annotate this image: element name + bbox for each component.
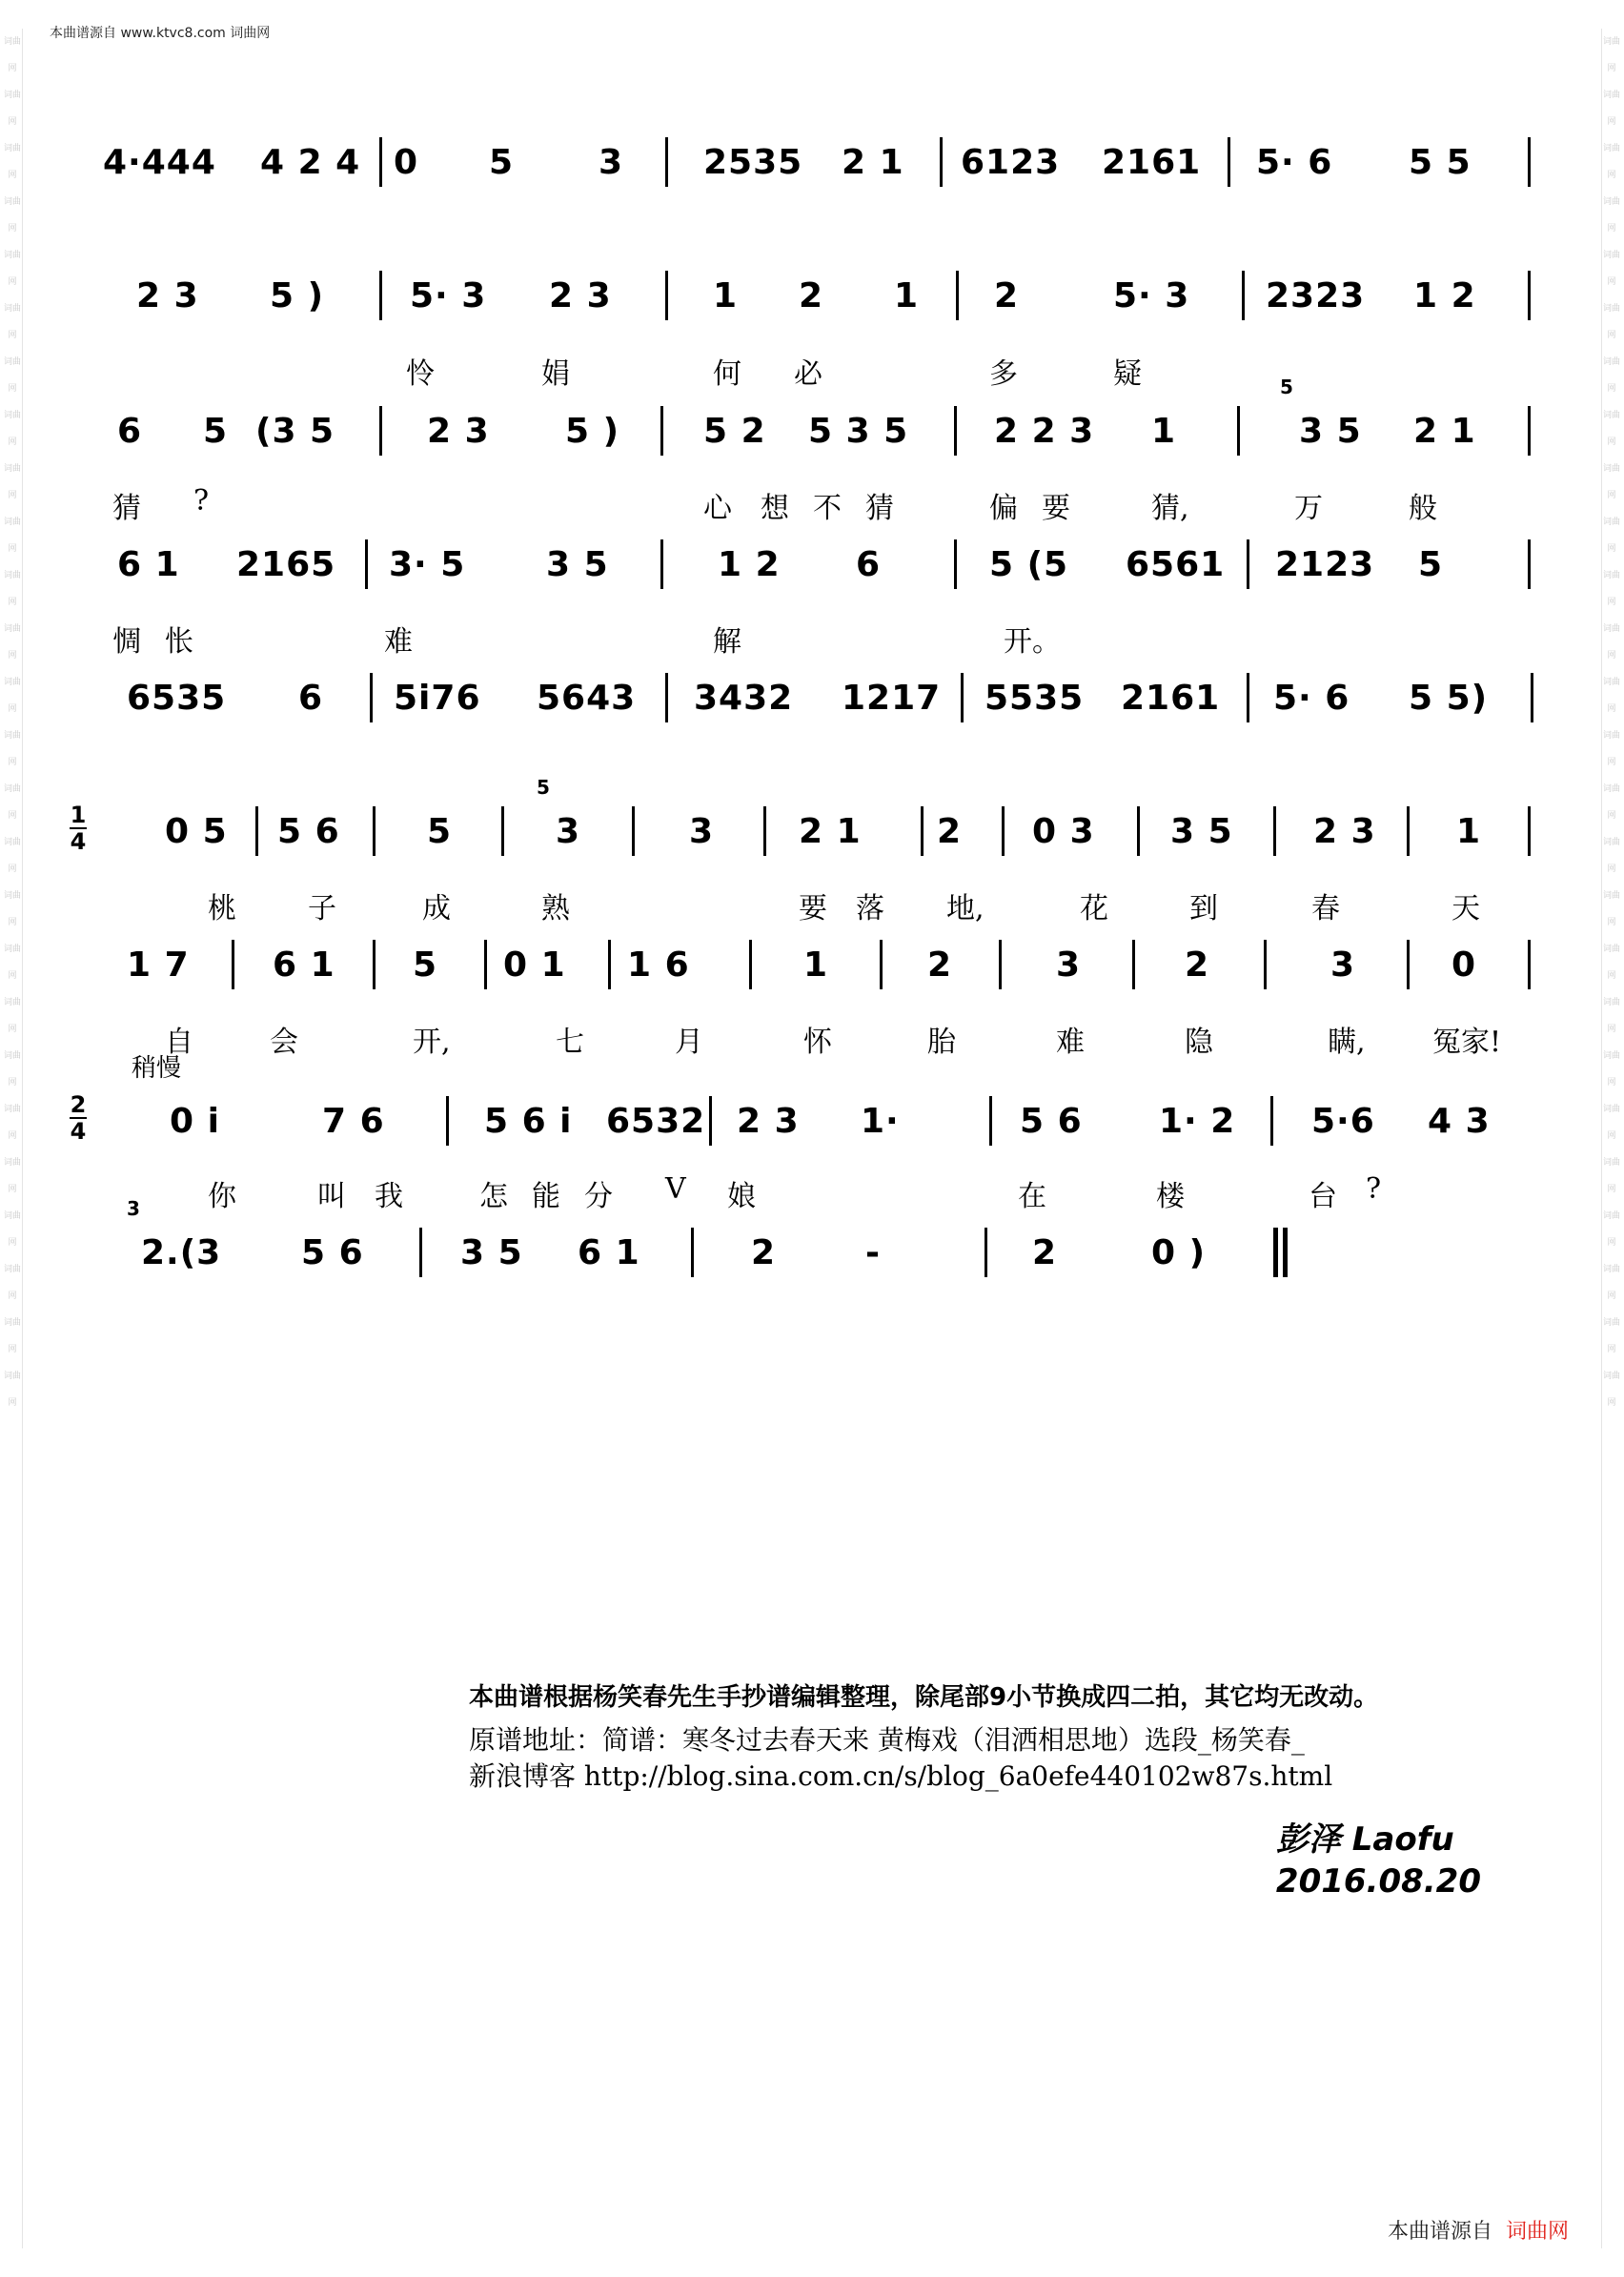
note-group: 1 — [1456, 812, 1482, 851]
barline — [999, 940, 1002, 989]
note-group: 5643 — [537, 679, 637, 718]
footer-source: 本曲谱源自 — [1387, 2220, 1492, 2244]
note-group: 3· 5 — [389, 545, 466, 584]
lyric-syllable: 解 — [713, 625, 741, 659]
barline — [1528, 137, 1531, 187]
note-group: 3 — [1056, 945, 1082, 985]
note-group: - — [865, 1233, 881, 1272]
barline — [255, 806, 258, 856]
source-line-2: 新浪博客 http://blog.sina.com.cn/s/blog_6a0efe440102w87s.html — [469, 1760, 1333, 1792]
barline — [660, 406, 663, 456]
grace-note: 5 — [537, 776, 550, 799]
watermark-glyph: 词曲网 — [1602, 464, 1620, 500]
lyric-syllable: 娘 — [727, 1180, 756, 1213]
lyric-syllable: 到 — [1189, 892, 1218, 925]
note-group: 2 2 3 — [994, 412, 1095, 451]
note-group: 0 — [1451, 945, 1477, 985]
barline — [660, 539, 663, 589]
watermark-glyph: 词曲网 — [1602, 1211, 1620, 1248]
watermark-glyph: 词曲网 — [3, 37, 21, 73]
lyric-syllable: 叫 — [317, 1180, 346, 1213]
watermark-glyph: 词曲网 — [1602, 891, 1620, 927]
lyric-syllable: 偏 — [989, 492, 1018, 525]
lyric-syllable: 多 — [989, 357, 1018, 391]
barline — [989, 1096, 992, 1146]
barline — [232, 940, 234, 989]
barline — [1228, 137, 1230, 187]
watermark-glyph: 词曲网 — [3, 304, 21, 340]
lyric-syllable: 猜 — [112, 492, 141, 525]
note-group: 6 — [856, 545, 882, 584]
note-group: 5 3 5 — [808, 412, 909, 451]
lyric-syllable: 自 — [165, 1026, 193, 1059]
note-group: 2 — [799, 276, 824, 315]
note-group: 5· 3 — [410, 276, 487, 315]
watermark-glyph: 词曲网 — [1602, 784, 1620, 821]
lyric-syllable: 我 — [375, 1180, 403, 1213]
barline — [379, 271, 382, 320]
lyric-syllable: 桃 — [208, 892, 236, 925]
watermark-glyph: 词曲网 — [3, 1211, 21, 1248]
note-group: 5 — [489, 143, 515, 182]
editor-notes — [469, 1677, 1565, 1795]
watermark-glyph: 词曲网 — [3, 1265, 21, 1301]
lyric-syllable: 落 — [856, 892, 884, 925]
note-group: 3 — [689, 812, 715, 851]
barline — [709, 1096, 712, 1146]
lyric-line — [103, 884, 1533, 923]
note-group: 4 2 4 — [260, 143, 361, 182]
watermark-glyph: 词曲网 — [1602, 1265, 1620, 1301]
note-group: 6 1 — [578, 1233, 640, 1272]
watermark-glyph: 词曲网 — [3, 144, 21, 180]
barline — [632, 806, 635, 856]
note-group: 5 ) — [565, 412, 620, 451]
watermark-glyph: 词曲网 — [3, 1105, 21, 1141]
note-group: 5535 — [985, 679, 1085, 718]
lyric-syllable: 隐 — [1185, 1026, 1213, 1059]
note-group: 2 1 — [1413, 412, 1476, 451]
note-group: 5 6 — [301, 1233, 364, 1272]
note-group: 2 3 — [136, 276, 199, 315]
lyric-line — [103, 1172, 1533, 1213]
lyric-syllable: 怅 — [165, 625, 193, 659]
note-group: 2123 — [1275, 545, 1375, 584]
note-group: 5 2 — [703, 412, 766, 451]
note-group: 2323 — [1266, 276, 1366, 315]
note-group: 1 2 — [718, 545, 781, 584]
watermark-glyph: 词曲网 — [3, 251, 21, 287]
right-watermark-strip — [1601, 29, 1622, 2248]
final-barline — [1283, 1228, 1288, 1277]
note-group: 2 — [994, 276, 1020, 315]
watermark-glyph: 词曲网 — [1602, 518, 1620, 554]
barline — [985, 1228, 987, 1277]
note-group: 5 (5 — [989, 545, 1069, 584]
source-line-1: 原谱地址：简谱：寒冬过去春天来 黄梅戏（泪洒相思地）选段_杨笑春_ — [469, 1724, 1305, 1756]
watermark-glyph: 词曲网 — [1602, 838, 1620, 874]
lyric-syllable: 难 — [384, 625, 413, 659]
note-group: 5 — [427, 812, 453, 851]
lyric-syllable: 要 — [1042, 492, 1070, 525]
watermark-glyph: 词曲网 — [3, 91, 21, 127]
barline — [961, 673, 964, 722]
note-group: 0 — [394, 143, 419, 182]
lyric-syllable: 熟 — [541, 892, 570, 925]
note-group: 3 — [599, 143, 624, 182]
note-group: 6123 — [961, 143, 1061, 182]
note-group: 2 3 — [549, 276, 612, 315]
note-group: 6535 — [127, 679, 227, 718]
barline — [921, 806, 924, 856]
watermark-glyph: 词曲网 — [3, 624, 21, 661]
note-group: 0 5 — [165, 812, 228, 851]
barline — [749, 940, 752, 989]
lyric-syllable: 花 — [1080, 892, 1108, 925]
note-group: 1 — [713, 276, 739, 315]
note-group: 0 ) — [1151, 1233, 1207, 1272]
barline — [419, 1228, 422, 1277]
watermark-glyph: 词曲网 — [3, 678, 21, 714]
note-group: 2 3 — [427, 412, 490, 451]
time-signature-denominator: 4 — [70, 1118, 87, 1145]
barline — [1273, 806, 1276, 856]
watermark-glyph: 词曲网 — [3, 464, 21, 500]
watermark-glyph: 词曲网 — [1602, 1105, 1620, 1141]
barline — [1528, 539, 1531, 589]
note-group: 5 ) — [270, 276, 325, 315]
note-group: 2 — [1185, 945, 1210, 985]
watermark-glyph: 词曲网 — [3, 891, 21, 927]
lyric-syllable: 惆 — [112, 625, 141, 659]
note-group: 3 — [1330, 945, 1356, 985]
note-group: 1· 2 — [1159, 1102, 1236, 1141]
score-row — [103, 1197, 1533, 1319]
barline — [956, 271, 959, 320]
note-group: 2535 — [703, 143, 803, 182]
note-group: 4 3 — [1428, 1102, 1491, 1141]
barline — [1247, 539, 1249, 589]
time-signature — [70, 803, 87, 854]
note-group: 2 1 — [842, 143, 904, 182]
lyric-syllable: 瞒, — [1328, 1026, 1366, 1059]
note-group: 2161 — [1102, 143, 1202, 182]
watermark-glyph: 词曲网 — [3, 518, 21, 554]
note-group: 2 — [751, 1233, 777, 1272]
note-group: 6532 — [606, 1102, 706, 1141]
note-group: 3 5 — [1299, 412, 1362, 451]
note-group: 5· 3 — [1113, 276, 1190, 315]
lyric-syllable: 天 — [1451, 892, 1480, 925]
lyric-syllable: 怀 — [803, 1026, 832, 1059]
lyric-syllable: ? — [1366, 1172, 1382, 1206]
watermark-glyph: 词曲网 — [1602, 411, 1620, 447]
signature-date: 2016.08.20 — [1275, 1862, 1481, 1901]
note-group: 3 — [556, 812, 581, 851]
note-group: 3 5 — [460, 1233, 523, 1272]
note-group: 3432 — [694, 679, 794, 718]
note-group: 1 2 — [1413, 276, 1476, 315]
watermark-glyph: 词曲网 — [1602, 1318, 1620, 1354]
lyric-syllable: 心 — [703, 492, 732, 525]
watermark-glyph: 词曲网 — [1602, 357, 1620, 394]
note-group: 2 3 — [737, 1102, 800, 1141]
barline — [1528, 806, 1531, 856]
note-group: 4·444 — [103, 143, 216, 182]
barline — [446, 1096, 449, 1146]
left-watermark-strip — [2, 29, 23, 2248]
barline — [1002, 806, 1005, 856]
note-group: 2 — [937, 812, 963, 851]
watermark-glyph: 词曲网 — [3, 571, 21, 607]
lyric-syllable: 怜 — [406, 357, 435, 391]
note-group: 5·6 — [1311, 1102, 1375, 1141]
signature — [1276, 1819, 1481, 1902]
note-group: 2 1 — [799, 812, 862, 851]
note-group: 6 1 — [117, 545, 180, 584]
note-group: 1217 — [842, 679, 942, 718]
barline — [1264, 940, 1267, 989]
lyric-syllable: 必 — [794, 357, 822, 391]
grace-note: 3 — [127, 1197, 140, 1220]
barline — [1528, 406, 1531, 456]
lyric-syllable: 你 — [208, 1180, 236, 1213]
barline — [954, 406, 957, 456]
watermark-glyph: 词曲网 — [3, 411, 21, 447]
barline — [665, 137, 668, 187]
page-footer — [1388, 2215, 1569, 2245]
note-group: 2 — [1032, 1233, 1058, 1272]
time-signature-numerator: 2 — [70, 1091, 87, 1118]
note-group: 6 1 — [273, 945, 335, 985]
note-group: 0 1 — [503, 945, 566, 985]
note-group: 2 3 — [1313, 812, 1376, 851]
watermark-glyph: 词曲网 — [1602, 304, 1620, 340]
note-group: 6561 — [1126, 545, 1226, 584]
watermark-glyph: 词曲网 — [3, 1318, 21, 1354]
note-group: 1· — [861, 1102, 900, 1141]
note-group: 0 3 — [1032, 812, 1095, 851]
barline — [379, 406, 382, 456]
barline — [1407, 806, 1410, 856]
lyric-syllable: 万 — [1294, 492, 1323, 525]
barline — [1242, 271, 1245, 320]
barline — [484, 940, 487, 989]
barline — [1247, 673, 1249, 722]
lyric-syllable: 七 — [556, 1026, 584, 1059]
barline — [1528, 271, 1531, 320]
lyric-syllable: 不 — [813, 492, 842, 525]
note-group: 5 — [413, 945, 438, 985]
barline — [365, 539, 368, 589]
note-group: 1 6 — [627, 945, 690, 985]
watermark-glyph: 词曲网 — [1602, 37, 1620, 73]
watermark-glyph: 词曲网 — [3, 1051, 21, 1088]
barline — [763, 806, 766, 856]
note-group: 3 5 — [1170, 812, 1233, 851]
lyric-syllable: 疑 — [1113, 357, 1142, 391]
lyric-syllable: 难 — [1056, 1026, 1085, 1059]
lyric-syllable: 胎 — [927, 1026, 956, 1059]
watermark-glyph: 词曲网 — [3, 197, 21, 234]
note-group: 6 — [298, 679, 324, 718]
watermark-glyph: 词曲网 — [3, 357, 21, 394]
note-group: 5 6 — [1020, 1102, 1083, 1141]
barline — [379, 137, 382, 187]
watermark-glyph: 词曲网 — [3, 1372, 21, 1408]
time-signature-denominator: 4 — [70, 828, 87, 855]
barline — [1132, 940, 1135, 989]
lyric-syllable: 开, — [413, 1026, 451, 1059]
watermark-glyph: 词曲网 — [1602, 731, 1620, 767]
barline — [665, 271, 668, 320]
note-group: 1 7 — [127, 945, 190, 985]
note-group: 5 5 — [1409, 143, 1472, 182]
lyric-syllable: 子 — [308, 892, 336, 925]
note-group: 2165 — [236, 545, 336, 584]
watermark-glyph: 词曲网 — [1602, 91, 1620, 127]
note-group: 5i76 — [394, 679, 481, 718]
barline — [1528, 940, 1531, 989]
note-group: 1 — [894, 276, 920, 315]
watermark-glyph: 词曲网 — [1602, 571, 1620, 607]
tempo-marking: 稍慢 — [132, 1054, 182, 1083]
lyric-syllable: 想 — [761, 492, 789, 525]
lyric-syllable: 娟 — [541, 357, 570, 391]
note-group: 1 — [1151, 412, 1177, 451]
lyric-syllable: 地, — [946, 892, 985, 925]
watermark-glyph: 词曲网 — [1602, 1372, 1620, 1408]
watermark-glyph: 词曲网 — [3, 998, 21, 1034]
barline — [1407, 940, 1410, 989]
watermark-glyph: 词曲网 — [3, 731, 21, 767]
barline — [1270, 1096, 1273, 1146]
watermark-glyph: 词曲网 — [1602, 1051, 1620, 1088]
lyric-syllable: 楼 — [1156, 1180, 1185, 1213]
time-signature-numerator: 1 — [70, 802, 87, 828]
lyric-syllable: 般 — [1409, 492, 1437, 525]
note-group: 2161 — [1121, 679, 1221, 718]
lyric-line — [103, 1018, 1533, 1059]
lyric-syllable: 猜 — [865, 492, 894, 525]
note-group: 5· 6 — [1273, 679, 1350, 718]
note-group: 7 6 — [322, 1102, 385, 1141]
note-group: 5 5) — [1409, 679, 1489, 718]
note-group: 5 — [203, 412, 229, 451]
barline — [691, 1228, 694, 1277]
lyric-syllable: 冤家! — [1432, 1026, 1502, 1059]
final-barline — [1273, 1228, 1278, 1277]
lyric-syllable: 何 — [713, 357, 741, 391]
barline — [373, 940, 376, 989]
lyric-syllable: 会 — [270, 1026, 298, 1059]
note-group: 5 — [1418, 545, 1444, 584]
note-group: 1 — [803, 945, 829, 985]
lyric-syllable: 能 — [532, 1180, 560, 1213]
watermark-glyph: 词曲网 — [1602, 197, 1620, 234]
footer-site[interactable]: 词曲网 — [1505, 2220, 1569, 2244]
barline — [501, 806, 504, 856]
lyric-line — [103, 618, 1533, 659]
lyric-syllable: 台 — [1309, 1180, 1337, 1213]
barline — [954, 539, 957, 589]
watermark-glyph: 词曲网 — [1602, 998, 1620, 1034]
watermark-glyph: 词曲网 — [3, 784, 21, 821]
barline — [665, 673, 668, 722]
lyric-syllable: 在 — [1018, 1180, 1046, 1213]
watermark-glyph: 词曲网 — [1602, 945, 1620, 981]
watermark-glyph: 词曲网 — [1602, 678, 1620, 714]
watermark-glyph: 词曲网 — [1602, 251, 1620, 287]
grace-note: 5 — [1280, 376, 1293, 398]
note-group: 5 6 i — [484, 1102, 573, 1141]
time-signature — [70, 1092, 87, 1144]
score-row — [103, 679, 1533, 764]
lyric-syllable: V — [665, 1172, 686, 1206]
watermark-glyph: 词曲网 — [1602, 624, 1620, 661]
watermark-glyph: 词曲网 — [3, 838, 21, 874]
barline — [940, 137, 943, 187]
barline — [608, 940, 611, 989]
watermark-glyph: 词曲网 — [3, 1158, 21, 1194]
barline — [370, 673, 373, 722]
barline — [1137, 806, 1140, 856]
lyric-syllable: 月 — [675, 1026, 703, 1059]
note-group: 3 5 — [546, 545, 609, 584]
note-group: 6 — [117, 412, 143, 451]
editor-note: 本曲谱根据杨笑春先生手抄谱编辑整理，除尾部9小节换成四二拍，其它均无改动。 — [469, 1683, 1379, 1712]
lyric-syllable: ? — [193, 484, 210, 518]
lyric-syllable: 成 — [422, 892, 451, 925]
lyric-syllable: 开。 — [1004, 625, 1061, 659]
page-header: 本曲谱源自 www.ktvc8.com 词曲网 — [50, 26, 271, 41]
watermark-glyph: 词曲网 — [1602, 144, 1620, 180]
score-row — [103, 143, 1533, 229]
note-group: 5 6 — [277, 812, 340, 851]
lyric-syllable: 怎 — [479, 1180, 508, 1213]
barline — [1237, 406, 1240, 456]
lyric-syllable: 猜, — [1151, 492, 1189, 525]
watermark-glyph: 词曲网 — [3, 945, 21, 981]
lyric-line — [103, 484, 1533, 525]
lyric-syllable: 要 — [799, 892, 827, 925]
barline — [880, 940, 883, 989]
lyric-line — [103, 350, 1533, 391]
note-group: 0 i — [170, 1102, 220, 1141]
note-group: 5· 6 — [1256, 143, 1333, 182]
note-group: 2 — [927, 945, 953, 985]
note-group: (3 5 — [255, 412, 335, 451]
lyric-syllable: 春 — [1311, 892, 1340, 925]
barline — [1531, 673, 1533, 722]
signature-name: 彭泽 Laofu — [1275, 1820, 1454, 1859]
watermark-glyph: 词曲网 — [1602, 1158, 1620, 1194]
note-group: 2.(3 — [141, 1233, 222, 1272]
barline — [373, 806, 376, 856]
lyric-syllable: 分 — [584, 1180, 613, 1213]
